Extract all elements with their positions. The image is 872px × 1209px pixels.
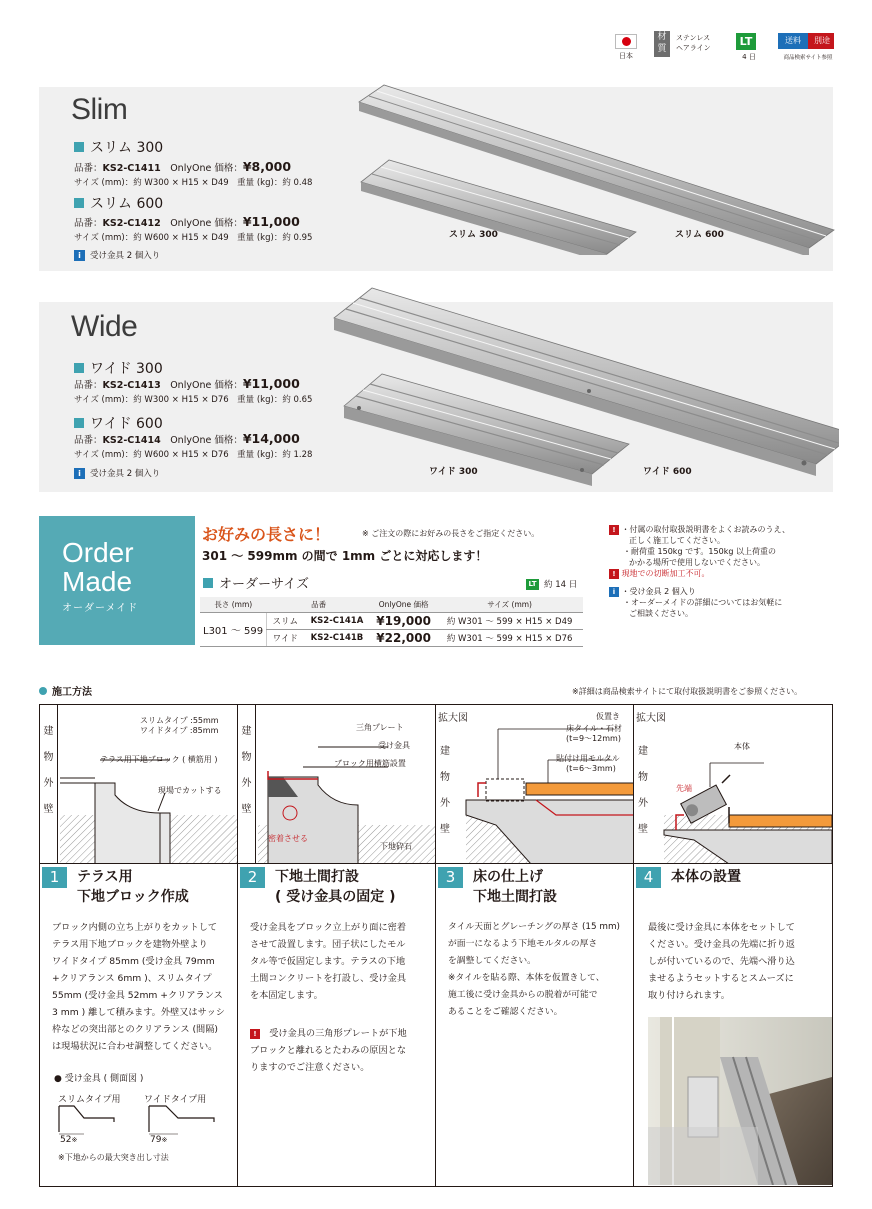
slim-info: i 受け金具 2 個入り xyxy=(74,249,160,261)
wide-600-code-price: 品番：KS2-C1414 OnlyOne 価格：¥14,000 xyxy=(74,431,300,446)
wide-product-image xyxy=(324,284,839,494)
step-2 xyxy=(238,705,436,1186)
code-cell: KS2-C141B xyxy=(303,629,370,646)
slim-600-code-price: 品番：KS2-C1412 OnlyOne 価格：¥11,000 xyxy=(74,214,300,229)
lt-icon: LT xyxy=(736,33,756,50)
bracket-side-diagram xyxy=(54,1104,234,1144)
slim-600-price: ¥11,000 xyxy=(242,214,300,229)
step-4-diagram: 拡大図 建 物 外 壁 本体 先端 xyxy=(634,705,832,864)
step-4 xyxy=(634,705,832,1186)
info-icon: i xyxy=(74,250,85,261)
material-icon: 材質 xyxy=(654,31,670,57)
step-2-body: 受け金具をブロック立上がり面に密着 させて設置します。団子状にしたモル タル等で仮固定します。テラスの下地 土間コンクリートを打設し、受け金具 を本固定します。 xyxy=(250,922,407,1001)
wide-series-title: Wide xyxy=(71,310,138,343)
step-4-body: 最後に受け金具に本体をセットして ください。受け金具の先端に折り返 しが付いているので、先端へ滑り込 ませるようセットするとスムーズに 取り付けられます。 xyxy=(648,922,795,1001)
order-made-line1: Order xyxy=(62,537,134,568)
slim-product-image xyxy=(339,55,839,255)
type-cell: スリム xyxy=(267,612,304,629)
wide-600-spec: サイズ (mm)：約 W600 × H15 × D76 重量 (kg)：約 1.28 xyxy=(74,450,313,460)
step-2-warning: ! 受け金具の三角形プレートが下地 ブロックと離れるとたわみの原因とな りますのでご注意ください。 xyxy=(250,1028,407,1073)
size-cell: 約 W301 〜 599 × H15 × D76 xyxy=(437,629,583,646)
order-headline: お好みの長さに！ xyxy=(202,525,331,544)
method-note: ※詳細は商品検索サイトにて取付取扱説明書をご参照ください。 xyxy=(572,687,803,696)
lt-icon: LT xyxy=(526,579,539,590)
shipping-icon: 送料 別途 xyxy=(778,33,834,49)
step-3-body: タイル天面とグレーチングの厚さ (15 mm) が面一になるよう下地モルタルの厚さ を調整してください。 ※タイルを貼る際、本体を仮置きして、 施工後に受け金具からの脱着が可能で あることをご確認ください。 xyxy=(448,922,620,1017)
step-2-diagram: 建 物 外 壁 三角プレート 受け金具 ブロック用横筋設置 密着させる 下地砕石 xyxy=(238,705,435,864)
step-3-diagram: 拡大図 建 物 外 壁 仮置き 床タイル・石材 (t=9〜12mm) 貼付け用モルタル (t=6〜3mm) xyxy=(436,705,633,864)
warning-icon: ! xyxy=(250,1029,260,1039)
material-line2: ヘアライン xyxy=(676,44,711,52)
length-cell: L301 〜 599 xyxy=(200,612,267,646)
step-1: 建 物 外 壁 スリムタイプ :55mm ワイドタイプ :85mm テラス用下地ブロック ( 横筋用 ) 現場でカットする 1 テラス用 下地ブロック作成 ブロック内側の立ち上がりをカットして テラス用下地ブロックを建物外壁より ワイドタイプ 85mm (受け金具 79mm +クリアランス 6mm )、スリムタイプ 55mm (受け金具 52mm +クリアランス 3 mm ) 離して積みます。外壁又はサッシ 枠などの突出部とのクリアランス (間隔) は現場状況に合わせ調整してください。 ● 受け金具 ( 側面図 ) スリムタイプ用 ワイドタイプ用 52※ 79※ ※下地からの最大突き出し寸法 xyxy=(40,705,238,1186)
shipping-note: 商品検索サイト参照 xyxy=(783,55,833,61)
slim-600-spec: サイズ (mm)：約 W600 × H15 × D49 重量 (kg)：約 0.95 xyxy=(74,233,313,243)
type-cell: ワイド xyxy=(267,629,304,646)
slim-panel xyxy=(39,87,833,271)
step-1-diagram: 建 物 外 壁 スリムタイプ :55mm ワイドタイプ :85mm テラス用下地ブロック ( 横筋用 ) 現場でカットする xyxy=(40,705,237,864)
price-cell: ¥19,000 xyxy=(371,612,437,629)
step-2-head: 2 下地土間打設 ( 受け金具の固定 ) xyxy=(240,867,396,907)
slim-600-name: スリム 600 xyxy=(74,193,163,213)
step-3-head: 3 床の仕上げ 下地土間打設 xyxy=(438,867,557,907)
wide-300-spec: サイズ (mm)：約 W300 × H15 × D76 重量 (kg)：約 0.65 xyxy=(74,395,313,405)
order-lead-time: LT 約 14 日 xyxy=(526,578,577,590)
enlarged-label: 拡大図 xyxy=(438,709,468,724)
wall-label: 建 物 外 壁 xyxy=(40,705,58,863)
bracket-wide-value: 79※ xyxy=(150,1135,168,1145)
bracket-title: ● 受け金具 ( 側面図 ) xyxy=(54,1074,144,1084)
slim-300-name: スリム 300 xyxy=(74,137,163,157)
wall-label: 建 物 外 壁 xyxy=(238,705,256,863)
slim-600-code: KS2-C1412 xyxy=(102,218,161,229)
price-cell: ¥22,000 xyxy=(371,629,437,646)
wall-label: 建 物 外 壁 xyxy=(634,739,652,839)
info-icon: i xyxy=(74,468,85,479)
size-cell: 約 W301 〜 599 × H15 × D49 xyxy=(437,612,583,629)
slim-300-price: ¥8,000 xyxy=(242,159,292,174)
wide-300-caption: ワイド 300 xyxy=(429,467,478,477)
table-row xyxy=(200,612,583,629)
wide-600-code: KS2-C1414 xyxy=(102,435,161,446)
wide-600-name: ワイド 600 xyxy=(74,413,163,433)
wide-300-price: ¥11,000 xyxy=(242,376,300,391)
order-made-line2: Made xyxy=(62,566,133,597)
order-size-title: オーダーサイズ xyxy=(203,573,309,592)
step-3 xyxy=(436,705,634,1186)
wide-300-name: ワイド 300 xyxy=(74,358,163,378)
wall-label: 建 物 外 壁 xyxy=(436,739,454,839)
th-size: サイズ (mm) xyxy=(437,597,583,612)
caution-notes: ! ・付属の取付取扱説明書をよくお読みのうえ、 正しく施工してください。 ・耐荷重 150kg です。150kg 以上荷重の かかる場所で使用しないでください。 ! 現地での切断加工不可。 i ・受け金具 2 個入り ・オーダーメイドの詳細についてはお気軽に ご相談ください。 xyxy=(609,524,829,619)
slim-series-title: Slim xyxy=(71,93,128,126)
wide-info: i 受け金具 2 個入り xyxy=(74,467,160,479)
slim-600-caption: スリム 600 xyxy=(675,230,724,240)
info-icon: i xyxy=(609,587,619,597)
bracket-slim-value: 52※ xyxy=(60,1135,78,1145)
order-made-block xyxy=(39,516,195,645)
th-code: 品番 xyxy=(267,597,371,612)
origin-label: 日本 xyxy=(619,52,633,60)
wide-panel xyxy=(39,302,833,492)
order-sub: 301 〜 599mm の間で 1mm ごとに対応します！ xyxy=(202,549,488,563)
enlarged-label: 拡大図 xyxy=(636,709,666,724)
th-length: 長さ (mm) xyxy=(200,597,267,612)
steps-grid xyxy=(39,704,833,1187)
order-table xyxy=(200,597,583,647)
slim-300-spec: サイズ (mm)：約 W300 × H15 × D49 重量 (kg)：約 0.48 xyxy=(74,178,313,188)
wide-600-price: ¥14,000 xyxy=(242,431,300,446)
order-headline-note: ※ ご注文の際にお好みの長さをご指定ください。 xyxy=(362,529,540,538)
step-4-head: 4 本体の設置 xyxy=(636,867,741,888)
warning-icon: ! xyxy=(609,525,619,535)
installed-photo xyxy=(648,1017,832,1185)
warning-icon: ! xyxy=(609,569,619,579)
th-price: OnlyOne 価格 xyxy=(371,597,437,612)
slim-300-code: KS2-C1411 xyxy=(102,163,161,174)
slim-300-code-price: 品番：KS2-C1411 OnlyOne 価格：¥8,000 xyxy=(74,159,292,174)
step-1-body: ブロック内側の立ち上がりをカットして テラス用下地ブロックを建物外壁より ワイドタイプ 85mm (受け金具 79mm +クリアランス 6mm )、スリムタイプ 55mm (受け金具 52mm +クリアランス 3 mm ) 離して積みます。外壁又はサッシ 枠などの突出部とのクリアランス (間隔) は現場状況に合わせ調整してください。 xyxy=(52,922,225,1052)
order-made-sub: オーダーメイド xyxy=(62,603,139,614)
wide-300-code-price: 品番：KS2-C1413 OnlyOne 価格：¥11,000 xyxy=(74,376,300,391)
code-cell: KS2-C141A xyxy=(303,612,370,629)
slim-300-caption: スリム 300 xyxy=(449,230,498,240)
lt-days: 4 日 xyxy=(742,53,756,61)
bracket-note: ※下地からの最大突き出し寸法 xyxy=(58,1153,169,1162)
step-1-head: 1 テラス用 下地ブロック作成 xyxy=(42,867,189,907)
wide-600-caption: ワイド 600 xyxy=(643,467,692,477)
japan-flag-icon xyxy=(615,34,637,49)
wide-300-code: KS2-C1413 xyxy=(102,380,161,391)
material-line1: ステンレス xyxy=(676,34,711,42)
method-title: 施工方法 xyxy=(39,683,92,698)
